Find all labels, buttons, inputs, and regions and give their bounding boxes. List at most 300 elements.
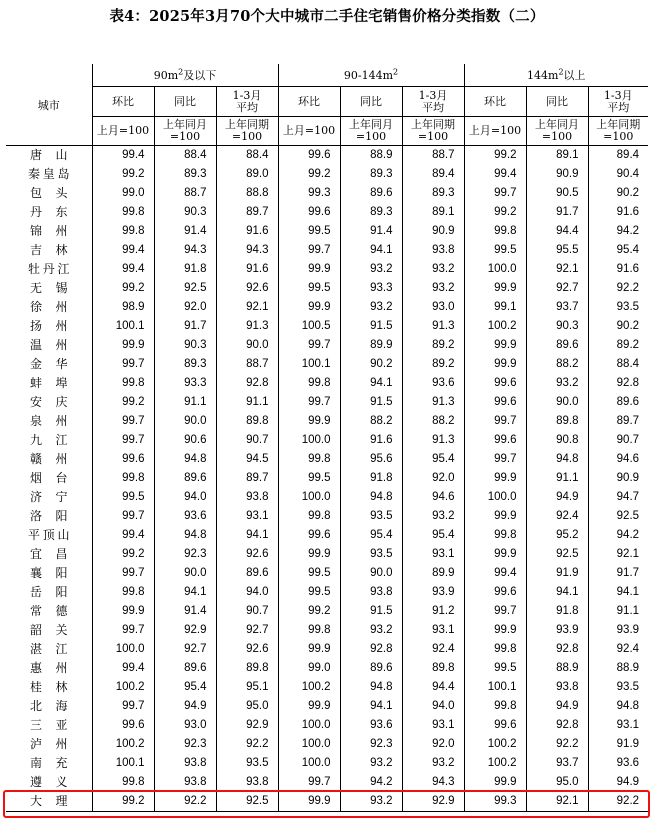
index-value: 91.6 xyxy=(588,260,648,279)
index-value: 90.0 xyxy=(154,564,216,583)
index-value: 99.9 xyxy=(464,469,526,488)
index-value: 99.8 xyxy=(278,374,340,393)
index-value: 88.8 xyxy=(216,184,278,203)
index-value: 91.3 xyxy=(402,393,464,412)
index-value: 99.9 xyxy=(278,697,340,716)
yoy-header: 同比 xyxy=(526,87,588,117)
index-value: 90.6 xyxy=(154,431,216,450)
index-value: 99.7 xyxy=(92,412,154,431)
table-row xyxy=(6,241,648,260)
index-value: 95.4 xyxy=(154,678,216,697)
header-metric-row xyxy=(6,87,648,117)
table-row xyxy=(6,431,648,450)
index-value: 90.7 xyxy=(588,431,648,450)
index-value: 99.8 xyxy=(92,469,154,488)
index-value: 91.6 xyxy=(340,431,402,450)
index-value: 99.9 xyxy=(92,336,154,355)
city-name-text: 金 华 xyxy=(30,357,68,371)
index-value: 88.2 xyxy=(526,355,588,374)
city-name-text: 岳 阳 xyxy=(30,585,68,599)
average-label: 平均 xyxy=(422,100,445,114)
index-value: 99.9 xyxy=(464,279,526,298)
city-name-text: 桂 林 xyxy=(30,680,68,694)
yoy-base-line1: 上年同月 xyxy=(535,118,580,131)
index-value: 89.9 xyxy=(402,564,464,583)
mom-header: 环比 xyxy=(464,87,526,117)
index-value: 99.7 xyxy=(92,507,154,526)
index-value: 91.1 xyxy=(526,469,588,488)
index-value: 93.8 xyxy=(526,678,588,697)
index-value: 93.5 xyxy=(216,754,278,773)
index-value: 93.2 xyxy=(402,754,464,773)
index-value: 90.9 xyxy=(402,222,464,241)
index-value: 93.0 xyxy=(402,298,464,317)
city-name xyxy=(6,545,92,564)
table-row xyxy=(6,507,648,526)
index-value: 94.8 xyxy=(340,678,402,697)
city-name-text: 徐 州 xyxy=(30,300,68,314)
index-value: 94.0 xyxy=(402,697,464,716)
index-value: 88.2 xyxy=(340,412,402,431)
index-value: 91.4 xyxy=(154,222,216,241)
index-value: 99.9 xyxy=(278,545,340,564)
city-name xyxy=(6,222,92,241)
table-row xyxy=(6,355,648,374)
index-value: 90.0 xyxy=(216,336,278,355)
index-value: 99.6 xyxy=(464,431,526,450)
city-column-header: 城市 xyxy=(6,64,92,146)
index-value: 93.6 xyxy=(588,754,648,773)
index-value: 89.8 xyxy=(216,412,278,431)
index-value: 99.2 xyxy=(92,792,154,812)
index-value: 93.5 xyxy=(340,545,402,564)
index-value: 99.2 xyxy=(92,165,154,184)
index-value: 94.1 xyxy=(216,526,278,545)
q1-average-header xyxy=(402,87,464,117)
index-value: 89.8 xyxy=(526,412,588,431)
table-row xyxy=(6,469,648,488)
index-value: 92.8 xyxy=(526,716,588,735)
index-value: 99.6 xyxy=(92,450,154,469)
index-value: 89.1 xyxy=(402,203,464,222)
city-name-text: 三 亚 xyxy=(30,718,68,732)
index-value: 99.4 xyxy=(92,146,154,166)
city-name-text: 北 海 xyxy=(30,699,68,713)
index-value: 93.2 xyxy=(402,260,464,279)
index-value: 94.9 xyxy=(154,697,216,716)
index-value: 95.4 xyxy=(402,450,464,469)
yoy-base xyxy=(526,117,588,146)
city-name-text: 济 宁 xyxy=(30,490,68,504)
city-name-text: 泸 州 xyxy=(30,737,68,751)
yoy-header: 同比 xyxy=(340,87,402,117)
table-row xyxy=(6,583,648,602)
table-row xyxy=(6,659,648,678)
index-value: 90.0 xyxy=(340,564,402,583)
q1-base xyxy=(216,117,278,146)
index-value: 92.1 xyxy=(526,260,588,279)
index-value: 90.3 xyxy=(154,336,216,355)
index-value: 99.8 xyxy=(278,507,340,526)
index-value: 99.8 xyxy=(464,640,526,659)
yoy-base-line1: 上年同月 xyxy=(163,118,207,131)
mom-base: 上月=100 xyxy=(278,117,340,146)
header-base-row xyxy=(6,117,648,146)
average-label: 平均 xyxy=(607,100,630,114)
index-value: 99.5 xyxy=(278,279,340,298)
city-name xyxy=(6,526,92,545)
index-value: 94.1 xyxy=(340,374,402,393)
city-name xyxy=(6,659,92,678)
index-value: 100.1 xyxy=(92,317,154,336)
index-value: 92.5 xyxy=(154,279,216,298)
index-value: 99.7 xyxy=(464,412,526,431)
table-row xyxy=(6,640,648,659)
city-name xyxy=(6,317,92,336)
group-label-superscript: 2 xyxy=(393,66,399,76)
city-name xyxy=(6,640,92,659)
index-value: 91.5 xyxy=(340,317,402,336)
index-value: 99.7 xyxy=(92,355,154,374)
index-value: 99.9 xyxy=(278,298,340,317)
index-value: 89.0 xyxy=(216,165,278,184)
index-value: 95.5 xyxy=(526,241,588,260)
index-value: 92.0 xyxy=(402,735,464,754)
index-value: 92.3 xyxy=(340,735,402,754)
index-value: 100.2 xyxy=(92,735,154,754)
index-value: 100.5 xyxy=(278,317,340,336)
mom-base: 上月=100 xyxy=(92,117,154,146)
city-name xyxy=(6,165,92,184)
index-value: 91.7 xyxy=(526,203,588,222)
index-value: 93.5 xyxy=(588,678,648,697)
index-value: 89.6 xyxy=(340,184,402,203)
index-value: 94.2 xyxy=(588,222,648,241)
city-name xyxy=(6,355,92,374)
q1-average-header xyxy=(216,87,278,117)
index-value: 89.4 xyxy=(588,146,648,166)
city-name xyxy=(6,469,92,488)
index-value: 94.6 xyxy=(588,450,648,469)
city-name xyxy=(6,564,92,583)
index-value: 91.1 xyxy=(154,393,216,412)
index-value: 93.1 xyxy=(402,545,464,564)
table-row xyxy=(6,412,648,431)
index-value: 99.1 xyxy=(464,298,526,317)
index-value: 100.2 xyxy=(464,735,526,754)
index-value: 88.4 xyxy=(216,146,278,166)
index-value: 99.0 xyxy=(278,659,340,678)
index-value: 100.2 xyxy=(278,678,340,697)
city-name-text: 平 顶 山 xyxy=(28,528,70,542)
index-value: 99.7 xyxy=(92,431,154,450)
index-value: 99.8 xyxy=(464,697,526,716)
index-value: 94.4 xyxy=(526,222,588,241)
table-row xyxy=(6,374,648,393)
yoy-base xyxy=(340,117,402,146)
index-value: 93.1 xyxy=(402,716,464,735)
index-value: 99.9 xyxy=(464,336,526,355)
city-name xyxy=(6,697,92,716)
city-name xyxy=(6,260,92,279)
table-row xyxy=(6,184,648,203)
table-row xyxy=(6,336,648,355)
index-value: 99.9 xyxy=(464,545,526,564)
table-row xyxy=(6,697,648,716)
index-value: 92.8 xyxy=(588,374,648,393)
index-value: 92.4 xyxy=(402,640,464,659)
index-value: 93.9 xyxy=(526,621,588,640)
table-row xyxy=(6,298,648,317)
table-row xyxy=(6,279,648,298)
index-value: 92.5 xyxy=(588,507,648,526)
index-value: 91.5 xyxy=(340,393,402,412)
index-value: 93.2 xyxy=(402,507,464,526)
index-value: 94.9 xyxy=(526,488,588,507)
index-value: 92.7 xyxy=(216,621,278,640)
index-value: 99.4 xyxy=(92,526,154,545)
index-value: 89.3 xyxy=(340,203,402,222)
mom-base: 上月=100 xyxy=(464,117,526,146)
index-value: 100.1 xyxy=(92,754,154,773)
index-value: 100.0 xyxy=(92,640,154,659)
index-value: 100.0 xyxy=(278,488,340,507)
table-row xyxy=(6,621,648,640)
table-row xyxy=(6,260,648,279)
index-value: 99.9 xyxy=(92,602,154,621)
index-value: 99.9 xyxy=(278,412,340,431)
header-group-row xyxy=(6,64,648,87)
table-row xyxy=(6,146,648,166)
index-value: 91.6 xyxy=(588,203,648,222)
index-value: 91.8 xyxy=(154,260,216,279)
city-name-text: 宜 昌 xyxy=(30,547,68,561)
table-row xyxy=(6,393,648,412)
group-label-superscript: 2 xyxy=(178,67,184,77)
yoy-base-line1: 上年同月 xyxy=(349,118,394,131)
index-value: 94.1 xyxy=(526,583,588,602)
index-value: 94.8 xyxy=(154,450,216,469)
index-value: 94.0 xyxy=(154,488,216,507)
city-name xyxy=(6,241,92,260)
index-value: 94.3 xyxy=(216,241,278,260)
city-name-text: 韶 关 xyxy=(30,623,68,637)
index-value: 92.1 xyxy=(526,792,588,812)
city-name-text: 洛 阳 xyxy=(30,509,68,523)
index-value: 93.8 xyxy=(216,773,278,792)
index-value: 89.7 xyxy=(216,469,278,488)
index-value: 99.2 xyxy=(464,203,526,222)
index-value: 91.6 xyxy=(216,260,278,279)
city-name-text: 烟 台 xyxy=(30,471,68,485)
index-value: 89.8 xyxy=(216,659,278,678)
index-value: 94.0 xyxy=(216,583,278,602)
index-value: 99.6 xyxy=(278,526,340,545)
index-value: 88.9 xyxy=(340,146,402,166)
index-value: 89.3 xyxy=(154,165,216,184)
index-value: 99.5 xyxy=(464,241,526,260)
index-value: 92.9 xyxy=(402,792,464,812)
index-value: 93.7 xyxy=(526,754,588,773)
index-value: 92.2 xyxy=(526,735,588,754)
size-group-header xyxy=(92,64,278,87)
index-value: 92.8 xyxy=(216,374,278,393)
index-value: 93.2 xyxy=(340,621,402,640)
index-value: 93.2 xyxy=(340,754,402,773)
city-name-text: 温 州 xyxy=(30,338,68,352)
index-value: 92.9 xyxy=(154,621,216,640)
index-value: 99.5 xyxy=(92,488,154,507)
table-row xyxy=(6,754,648,773)
city-name xyxy=(6,146,92,166)
index-value: 90.3 xyxy=(154,203,216,222)
index-value: 91.4 xyxy=(340,222,402,241)
index-value: 95.4 xyxy=(588,241,648,260)
index-value: 99.6 xyxy=(278,203,340,222)
index-value: 91.6 xyxy=(216,222,278,241)
city-name-text: 常 德 xyxy=(30,604,68,618)
index-value: 93.9 xyxy=(588,621,648,640)
index-value: 90.2 xyxy=(340,355,402,374)
index-value: 95.4 xyxy=(402,526,464,545)
yoy-base-line2: =100 xyxy=(169,130,201,143)
index-value: 93.2 xyxy=(526,374,588,393)
index-value: 93.8 xyxy=(154,754,216,773)
index-value: 99.5 xyxy=(278,469,340,488)
index-value: 94.3 xyxy=(154,241,216,260)
index-value: 100.2 xyxy=(92,678,154,697)
index-value: 93.8 xyxy=(340,583,402,602)
index-value: 93.8 xyxy=(216,488,278,507)
index-value: 99.2 xyxy=(92,279,154,298)
index-value: 93.0 xyxy=(154,716,216,735)
city-name xyxy=(6,450,92,469)
index-value: 94.1 xyxy=(340,697,402,716)
index-value: 93.5 xyxy=(588,298,648,317)
index-value: 90.3 xyxy=(526,317,588,336)
index-value: 99.5 xyxy=(464,659,526,678)
q1-base-line1: 上年同期 xyxy=(225,118,269,131)
table-row xyxy=(6,526,648,545)
index-value: 92.3 xyxy=(154,735,216,754)
index-value: 99.7 xyxy=(278,241,340,260)
city-name-text: 无 锡 xyxy=(30,281,68,295)
index-value: 88.2 xyxy=(402,412,464,431)
city-name xyxy=(6,374,92,393)
index-value: 99.8 xyxy=(92,222,154,241)
table-row xyxy=(6,564,648,583)
index-value: 100.2 xyxy=(464,754,526,773)
index-value: 90.5 xyxy=(526,184,588,203)
index-value: 93.9 xyxy=(402,583,464,602)
city-name-text: 安 庆 xyxy=(30,395,68,409)
index-value: 99.5 xyxy=(278,583,340,602)
index-value: 99.8 xyxy=(278,621,340,640)
city-name-text: 赣 州 xyxy=(30,452,68,466)
index-value: 100.0 xyxy=(278,735,340,754)
index-value: 99.6 xyxy=(464,393,526,412)
city-name xyxy=(6,412,92,431)
q1-base xyxy=(402,117,464,146)
index-value: 92.6 xyxy=(216,279,278,298)
index-value: 93.3 xyxy=(340,279,402,298)
index-value: 100.1 xyxy=(464,678,526,697)
city-name-text: 湛 江 xyxy=(30,642,68,656)
index-value: 92.1 xyxy=(588,545,648,564)
index-value: 93.2 xyxy=(340,792,402,812)
city-name-text: 蚌 埠 xyxy=(30,376,68,390)
index-value: 99.9 xyxy=(464,773,526,792)
index-value: 94.8 xyxy=(340,488,402,507)
index-value: 94.1 xyxy=(154,583,216,602)
index-value: 92.1 xyxy=(216,298,278,317)
index-value: 94.9 xyxy=(526,697,588,716)
index-value: 99.7 xyxy=(464,602,526,621)
index-value: 91.8 xyxy=(340,469,402,488)
city-name-text: 九 江 xyxy=(30,433,68,447)
q1-label: 1-3月 xyxy=(603,88,633,102)
q1-label: 1-3月 xyxy=(232,88,262,102)
index-value: 99.9 xyxy=(464,355,526,374)
index-value: 99.0 xyxy=(92,184,154,203)
index-value: 95.2 xyxy=(526,526,588,545)
index-value: 99.9 xyxy=(464,507,526,526)
city-name xyxy=(6,336,92,355)
index-value: 95.4 xyxy=(340,526,402,545)
index-value: 92.6 xyxy=(216,640,278,659)
city-name xyxy=(6,431,92,450)
index-value: 88.4 xyxy=(588,355,648,374)
index-value: 91.3 xyxy=(402,317,464,336)
index-value: 91.4 xyxy=(154,602,216,621)
city-name-text: 襄 阳 xyxy=(30,566,68,580)
index-value: 93.1 xyxy=(216,507,278,526)
q1-base xyxy=(588,117,648,146)
table-row xyxy=(6,317,648,336)
index-value: 100.0 xyxy=(464,488,526,507)
city-name-text: 南 充 xyxy=(30,756,68,770)
table-row xyxy=(6,678,648,697)
index-value: 99.6 xyxy=(278,146,340,166)
index-value: 92.8 xyxy=(526,640,588,659)
group-label-superscript: 2 xyxy=(558,67,564,77)
table-title: 表4：2025年3月70个大中城市二手住宅销售价格分类指数（二） xyxy=(109,8,545,25)
index-value: 92.2 xyxy=(216,735,278,754)
city-name xyxy=(6,184,92,203)
index-value: 90.8 xyxy=(526,431,588,450)
index-value: 89.6 xyxy=(154,659,216,678)
index-value: 93.6 xyxy=(340,716,402,735)
index-value: 94.8 xyxy=(588,697,648,716)
index-value: 93.2 xyxy=(340,298,402,317)
index-value: 89.7 xyxy=(588,412,648,431)
index-value: 89.2 xyxy=(588,336,648,355)
city-name xyxy=(6,488,92,507)
q1-base-line2: =100 xyxy=(603,130,634,143)
average-label: 平均 xyxy=(236,100,258,114)
index-value: 99.7 xyxy=(278,336,340,355)
table-row xyxy=(6,222,648,241)
index-value: 88.9 xyxy=(588,659,648,678)
index-value: 99.4 xyxy=(464,564,526,583)
yoy-base-line2: =100 xyxy=(541,130,573,143)
group-label: 144m xyxy=(527,69,559,82)
city-name xyxy=(6,203,92,222)
index-value: 99.9 xyxy=(464,621,526,640)
index-value: 91.1 xyxy=(588,602,648,621)
index-value: 99.8 xyxy=(92,583,154,602)
index-value: 93.8 xyxy=(154,773,216,792)
